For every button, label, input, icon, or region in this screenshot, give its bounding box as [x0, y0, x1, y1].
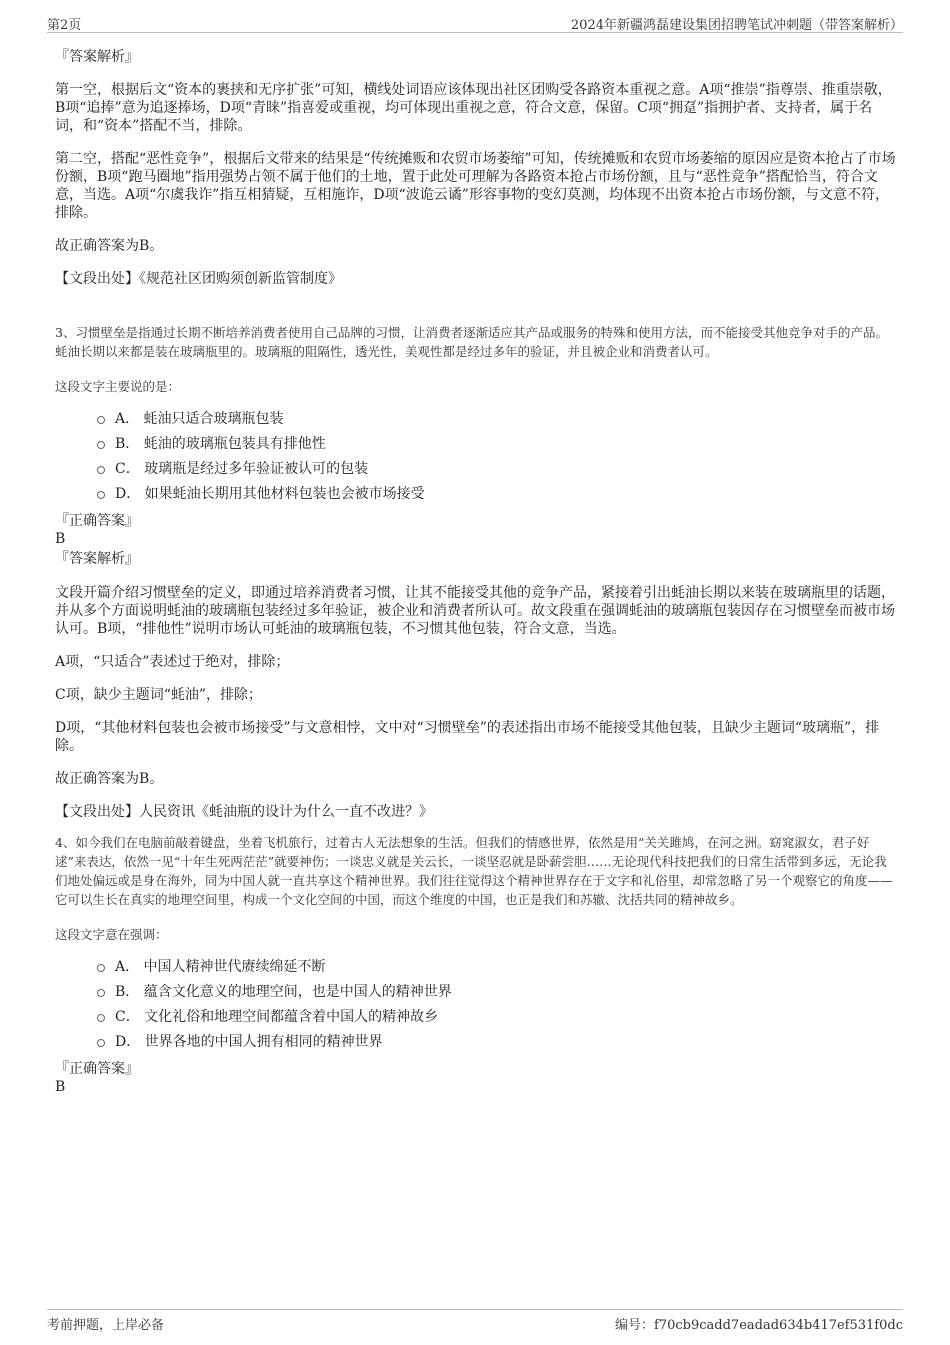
radio-icon[interactable]	[97, 441, 105, 449]
q4-option-d[interactable]: D． 世界各地的中国人拥有相同的精神世界	[55, 1033, 897, 1058]
q3-option-d[interactable]: D． 如果蚝油长期用其他材料包装也会被市场接受	[55, 485, 897, 510]
q3-option-b[interactable]: B． 蚝油的玻璃瓶包装具有排他性	[55, 435, 897, 460]
page-content	[55, 44, 897, 1096]
q3-answer-label: 『正确答案』	[55, 513, 139, 529]
radio-icon[interactable]	[97, 416, 105, 424]
q2-source: 【文段出处】《规范社区团购须创新监管制度》	[55, 271, 342, 287]
q2-conclusion: 故正确答案为B。	[55, 238, 164, 254]
q4-option-a[interactable]: A． 中国人精神世代赓续绵延不断	[55, 958, 897, 983]
q3-answer: B	[55, 531, 66, 547]
page-footer	[47, 1309, 903, 1333]
q3-analysis-para1: 文段开篇介绍习惯壁垒的定义，即通过培养消费者习惯，让其不能接受其他的竞争产品，紧接着引出蚝油长期以来装在玻璃瓶里的话题，并从多个方面说明蚝油的玻璃瓶包装经过多年验证，被企业和消费者所认可。故文段重在强调蚝油的玻璃瓶包装因存在习惯壁垒而被市场认可。B项，“排他性”说明市场认可蚝油的玻璃瓶包装，不习惯其他包装，符合文意，当选。	[55, 585, 895, 637]
q3-analysis-d: D项，“其他材料包装也会被市场接受”与文意相悖，文中对“习惯壁垒”的表述指出市场不能接受其他包装，且缺少主题词“玻璃瓶”，排除。	[55, 720, 880, 754]
q4-answer-label: 『正确答案』	[55, 1061, 139, 1077]
document-id: 编号：f70cb9cadd7eadad634b417ef531f0dc	[615, 1318, 903, 1333]
page-number: 第2页	[47, 18, 82, 33]
q2-analysis-para1: 第一空，根据后文“资本的裹挟和无序扩张”可知，横线处词语应该体现出社区团购受各路资本重视之意。A项“推崇”指尊崇、推重崇敬，B项“追捧”意为追逐捧场，D项“青睐”指喜爱或重视，均可体现出重视之意，符合文意，保留。C项“拥趸”指拥护者、支持者，属于名词，和“资本”搭配不当，排除。	[55, 82, 892, 134]
radio-icon[interactable]	[97, 466, 105, 474]
radio-icon[interactable]	[97, 964, 105, 972]
radio-icon[interactable]	[97, 491, 105, 499]
page-header	[47, 14, 903, 33]
footer-slogan: 考前押题，上岸必备	[47, 1318, 165, 1333]
q3-options	[55, 410, 897, 510]
q3-question: 3、习惯壁垒是指通过长期不断培养消费者使用自己品牌的习惯，让消费者逐渐适应其产品或服务的特殊和使用方法，而不能接受其他竞争对手的产品。蚝油长期以来都是装在玻璃瓶里的。玻璃瓶的阻隔性，透光性，美观性都是经过多年的验证，并且被企业和消费者认可。	[55, 325, 888, 359]
q4-prompt: 这段文字意在强调：	[55, 927, 168, 942]
q2-analysis-label: 『答案解析』	[55, 49, 139, 65]
q3-option-c[interactable]: C． 玻璃瓶是经过多年验证被认可的包装	[55, 460, 897, 485]
q2-analysis-para2: 第二空，搭配“恶性竞争”，根据后文带来的结果是“传统摊贩和农贸市场萎缩”可知，传统摊贩和农贸市场萎缩的原因应是资本抢占了市场份额，B项“跑马圈地”指用强势占领不属于他们的土地，置于此处可理解为各路资本抢占市场份额，且与“恶性竞争”搭配恰当，符合文意，当选。A项“尔虞我诈”指互相猜疑，互相施诈，D项“波诡云谲”形容事物的变幻莫测，均体现不出资本抢占市场份额，与文意不符，排除。	[55, 151, 896, 221]
document-title: 2024年新疆鸿磊建设集团招聘笔试冲刺题（带答案解析）	[570, 18, 903, 33]
q3-prompt: 这段文字主要说的是：	[55, 379, 181, 394]
q3-analysis-c: C项，缺少主题词“蚝油”，排除；	[55, 687, 263, 703]
q3-analysis-label: 『答案解析』	[55, 551, 139, 567]
radio-icon[interactable]	[97, 989, 105, 997]
radio-icon[interactable]	[97, 1039, 105, 1047]
q4-options	[55, 958, 897, 1058]
q3-source: 【文段出处】人民资讯《蚝油瓶的设计为什么一直不改进？》	[55, 804, 433, 820]
q4-question: 4、如今我们在电脑前敲着键盘，坐着飞机旅行，过着古人无法想象的生活。但我们的情感世界，依然是用“关关雎鸠，在河之洲。窈窕淑女，君子好逑”来表达，依然一见“十年生死两茫茫”就要神伤；一谈忠义就是关云长，一谈坚忍就是卧薪尝胆……无论现代科技把我们的日常生活带到多远，无论我们地处偏远或是身在海外，同为中国人就一直共享这个精神世界。我们往往觉得这个精神世界存在于文字和礼俗里，却常忽略了另一个观察它的角度——它可以生长在真实的地理空间里，构成一个文化空间的中国，而这个维度的中国，也正是我们和苏辙、沈括共同的精神故乡。	[55, 835, 893, 907]
q4-option-c[interactable]: C． 文化礼俗和地理空间都蕴含着中国人的精神故乡	[55, 1008, 897, 1033]
q4-answer: B	[55, 1079, 66, 1095]
q3-analysis-a: A项，“只适合”表述过于绝对，排除；	[55, 654, 290, 670]
radio-icon[interactable]	[97, 1014, 105, 1022]
q3-conclusion: 故正确答案为B。	[55, 771, 164, 787]
q4-option-b[interactable]: B． 蕴含文化意义的地理空间，也是中国人的精神世界	[55, 983, 897, 1008]
q3-option-a[interactable]: A． 蚝油只适合玻璃瓶包装	[55, 410, 897, 435]
